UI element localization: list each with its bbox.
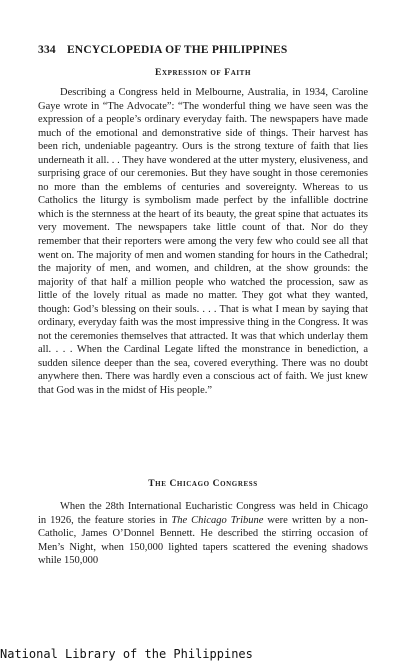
section-paragraph-chicago-congress	[38, 500, 368, 570]
section-title-chicago-congress: The Chicago Congress	[148, 479, 258, 489]
newspaper-title: The Chicago Tribune	[171, 514, 264, 526]
page-header	[38, 44, 368, 56]
page-number: 334	[38, 44, 56, 56]
section-title-expression-of-faith: Expression of Faith	[155, 68, 251, 78]
section-paragraph-expression-of-faith	[38, 86, 368, 473]
paragraph-text: Describing a Congress held in Melbourne, Australia, in 1934, Caroline Gaye wrote in “The Advocate”: “The wonderful thing we have seen was the expression of a people’s ordinary everyday faith. The newspapers have made much of the emotional and demonstrative side of things. Their harvest has been rich, undeniable pageantry. Ours is the strong texture of faith that lies underneath it all. . . They have wondered at the utter mystery, elusiveness, and surprising grace of our ceremonies. But they have sought in those ceremonies no more than the emblems of centuries and sovereignty. Whereas to us Catholics the liturgy is symbolism made perfect by the infallible doctrine which is the sternness at the heart of its beauty, the great spine that actuates its very movement. The newspapers take little count of that. Nor do they remember that their reporters were among the very few who could see all that went on. The majority of men and women standing for hours in the Cathedral; the majority of men, and women, and children, at the show grounds: the majority of that half a million people who watched the procession, saw as little of the lovely ritual as made no matter. They got what they wanted, though: God’s blessing on their souls. . . . That is what I mean by saying that ordinary, everyday faith was the most impressive thing in the Congress. It was not the ceremonies themselves that attracted. It was that which underlay them all. . . . When the Cardinal Legate lifted the monstrance in benediction, a sudden silence deeper than the sea, covered everything. There was no doubt anywhere then. There was hardly even a conscious act of faith. We just knew that God was in the midst of His people.”	[38, 87, 368, 397]
running-title: ENCYCLOPEDIA OF THE PHILIPPINES	[66, 44, 288, 56]
footer-watermark: National Library of the Philippines	[0, 647, 253, 661]
paragraph-text-part1: When the 28th International Eucharistic Congress was held in Chicago in 1926, the feature stories in	[38, 501, 368, 526]
paragraph-text-part2: were written by a non-Catholic, James O’Donnel Bennett. He described the stirring occasion of Men’s Night, when 150,000 lighted tapers scattered the evening shadows while 150,000	[38, 514, 368, 567]
